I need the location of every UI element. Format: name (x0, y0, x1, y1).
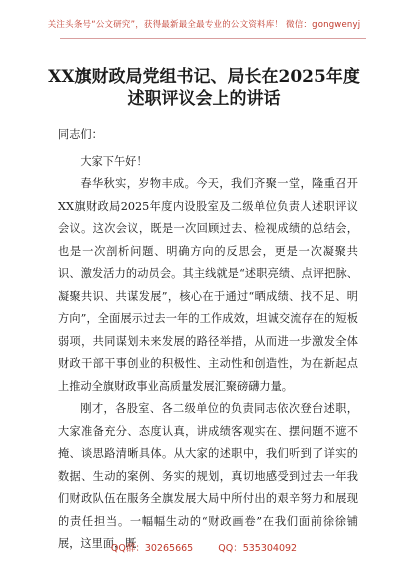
paragraph-review: 刚才，各股室、各二级单位的负责同志依次登台述职，大家准备充分、态度认真，讲成绩客观实在、摆问题不遮不掩、谈思路清晰具体。从大家的述职中，我们听到了详实的数据、生动的案例、务实的规划，真切地感受到过去一年我们财政队伍在服务全旗发展大局中所付出的艰辛努力和展现的责任担当。一幅幅生动的“财政画卷”在我们面前徐徐铺展，这里面，既 (58, 402, 358, 550)
document-title (0, 66, 408, 110)
salutation: 同志们： (58, 128, 103, 141)
header-divider (60, 38, 366, 39)
header-banner: 关注头条号“公文研究”，获得最新最全最专业的公文资料库！ 微信：gongwenyj (47, 20, 361, 30)
title-line-2: 述职评议会上的讲话 (127, 89, 281, 109)
footer-contact (0, 540, 408, 554)
document-body (58, 122, 358, 556)
paragraph-greeting: 大家下午好！ (80, 154, 148, 168)
footer-qq: QQ：535304092 (218, 543, 298, 554)
footer-qq-group: QQ群：30265665 (110, 543, 194, 554)
paragraph-opening: 春华秋实，岁物丰成。今天，我们齐聚一堂，隆重召开XX旗财政局2025年度内设股室及二级单位负责人述职评议会议。这次会议，既是一次回顾过去、检视成绩的总结会，也是一次剖析问题、明确方向的反思会，更是一次凝聚共识、激发活力的动员会。其主线就是“述职亮绩、点评把脉、凝聚共识、共谋发展”，核心在于通过“晒成绩、找不足、明方向”，全面展示过去一年的工作成效，坦诚交流存在的短板弱项，共同谋划未来发展的路径举措，从而进一步激发全体财政干部干事创业的积极性、主动性和创造性，为在新起点上推动全旗财政事业高质量发展汇聚磅礴力量。 (58, 177, 358, 393)
title-line-1: XX旗财政局党组书记、局长在2025年度 (48, 67, 360, 87)
